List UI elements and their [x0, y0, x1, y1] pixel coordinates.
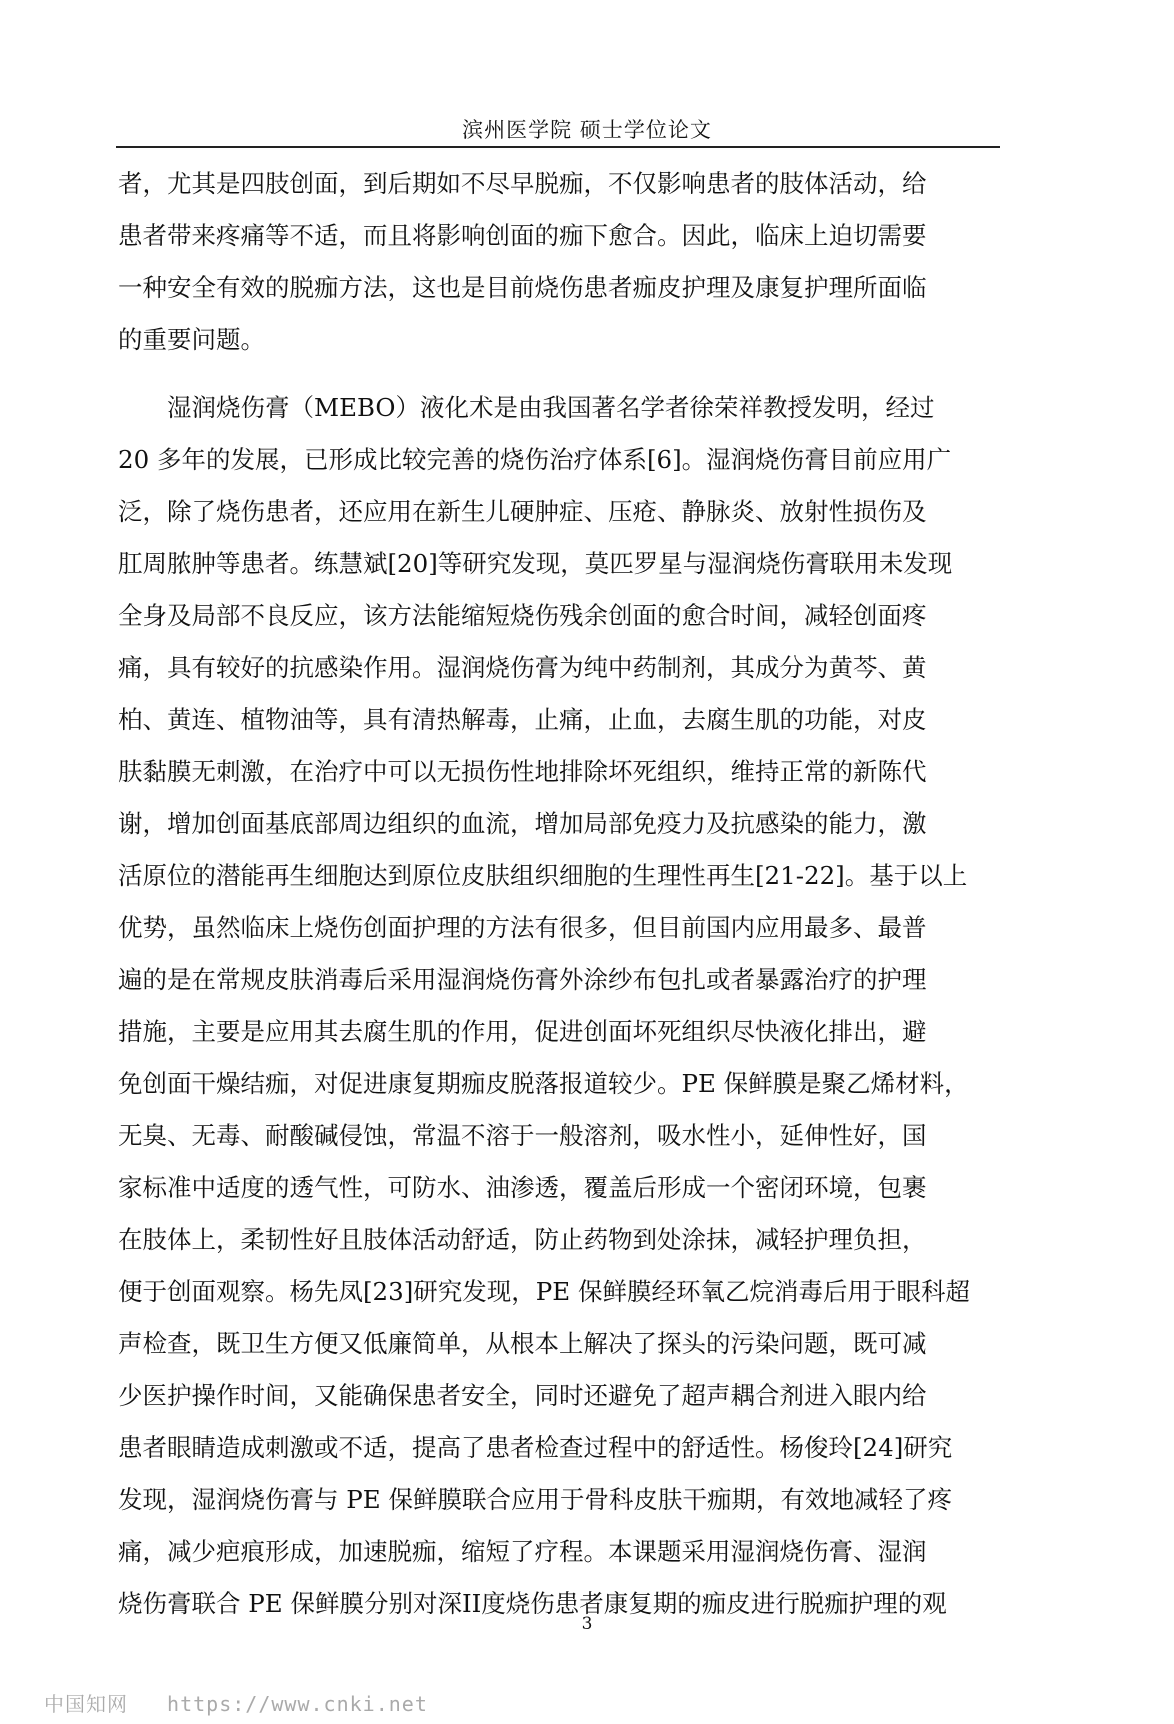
text-line: 患者带来疼痛等不适，而且将影响创面的痂下愈合。因此，临床上迫切需要: [118, 221, 927, 250]
text-line: 声检查，既卫生方便又低廉简单，从根本上解决了探头的污染问题，既可减: [118, 1329, 927, 1358]
text-line: 便于创面观察。杨先凤[23]研究发现，PE 保鲜膜经环氧乙烷消毒后用于眼科超: [118, 1277, 970, 1306]
text-line: 泛，除了烧伤患者，还应用在新生儿硬肿症、压疮、静脉炎、放射性损伤及: [118, 497, 927, 526]
watermark-url: https://www.cnki.net: [167, 1692, 428, 1716]
text-line: 柏、黄连、植物油等，具有清热解毒，止痛，止血，去腐生肌的功能，对皮: [118, 705, 927, 734]
text-line: 湿润烧伤膏（MEBO）液化术是由我国著名学者徐荣祥教授发明，经过: [118, 393, 935, 422]
text-line: 者，尤其是四肢创面，到后期如不尽早脱痂，不仅影响患者的肢体活动，给: [118, 169, 927, 198]
paragraph-gap: [118, 366, 974, 382]
text-line: 少医护操作时间，又能确保患者安全，同时还避免了超声耦合剂进入眼内给: [118, 1381, 927, 1410]
text-line: 20 多年的发展，已形成比较完善的烧伤治疗体系[6]。湿润烧伤膏目前应用广: [118, 445, 952, 474]
text-line: 全身及局部不良反应，该方法能缩短烧伤残余创面的愈合时间，减轻创面疼: [118, 601, 927, 630]
text-line: 活原位的潜能再生细胞达到原位皮肤组织细胞的生理性再生[21-22]。基于以上: [118, 861, 968, 890]
page-number: 3: [581, 1614, 593, 1634]
text-line: 无臭、无毒、耐酸碱侵蚀，常温不溶于一般溶剂，吸水性小，延伸性好，国: [118, 1121, 927, 1150]
text-line: 患者眼睛造成刺激或不适，提高了患者检查过程中的舒适性。杨俊玲[24]研究: [118, 1433, 953, 1462]
text-line: 在肢体上，柔韧性好且肢体活动舒适，防止药物到处涂抹，减轻护理负担，: [118, 1225, 927, 1254]
text-line: 优势，虽然临床上烧伤创面护理的方法有很多，但目前国内应用最多、最普: [118, 913, 927, 942]
text-line: 的重要问题。: [118, 325, 265, 354]
text-line: 免创面干燥结痂，对促进康复期痂皮脱落报道较少。PE 保鲜膜是聚乙烯材料，: [118, 1069, 969, 1098]
body-text: [118, 158, 974, 1630]
text-line: 措施，主要是应用其去腐生肌的作用，促进创面坏死组织尽快液化排出，避: [118, 1017, 927, 1046]
text-line: 肤黏膜无刺激，在治疗中可以无损伤性地排除坏死组织，维持正常的新陈代: [118, 757, 927, 786]
text-line: 痛，具有较好的抗感染作用。湿润烧伤膏为纯中药制剂，其成分为黄芩、黄: [118, 653, 927, 682]
watermark: [44, 1688, 428, 1717]
text-line: 肛周脓肿等患者。练慧斌[20]等研究发现，莫匹罗星与湿润烧伤膏联用未发现: [118, 549, 953, 578]
text-line: 一种安全有效的脱痂方法，这也是目前烧伤患者痂皮护理及康复护理所面临: [118, 273, 927, 302]
watermark-site-name: 中国知网: [44, 1692, 128, 1716]
running-header: 滨州医学院 硕士学位论文: [462, 118, 712, 142]
text-line: 发现，湿润烧伤膏与 PE 保鲜膜联合应用于骨科皮肤干痂期，有效地减轻了疼: [118, 1485, 952, 1514]
text-line: 家标准中适度的透气性，可防水、油渗透，覆盖后形成一个密闭环境，包裹: [118, 1173, 927, 1202]
header-rule: [116, 146, 1000, 148]
text-line: 烧伤膏联合 PE 保鲜膜分别对深II度烧伤患者康复期的痂皮进行脱痂护理的观: [118, 1589, 947, 1618]
text-line: 谢，增加创面基底部周边组织的血流，增加局部免疫力及抗感染的能力，激: [118, 809, 927, 838]
text-line: 遍的是在常规皮肤消毒后采用湿润烧伤膏外涂纱布包扎或者暴露治疗的护理: [118, 965, 927, 994]
text-line: 痛，减少疤痕形成，加速脱痂，缩短了疗程。本课题采用湿润烧伤膏、湿润: [118, 1537, 927, 1566]
